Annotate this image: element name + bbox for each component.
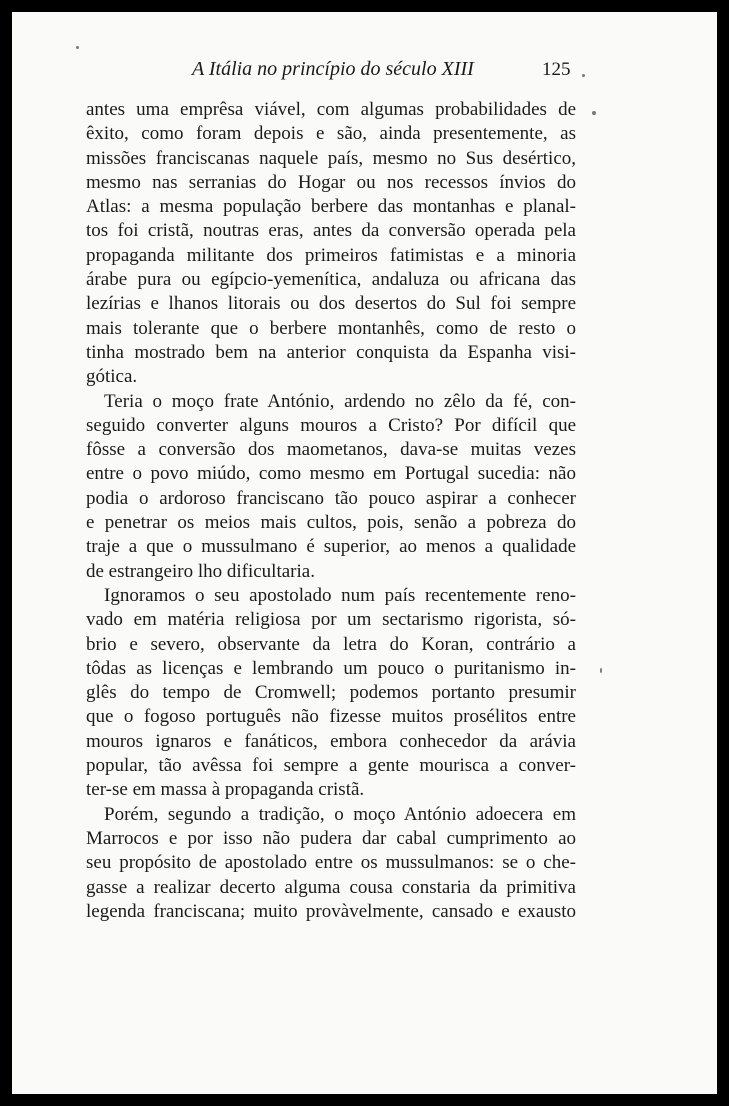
paragraph bbox=[86, 98, 576, 390]
text-line: tos foi cristã, noutras eras, antes da conversão operada pela bbox=[86, 220, 576, 242]
scan-speck bbox=[592, 111, 596, 115]
text-line: mais tolerante que o berbere montanhês, como de resto o bbox=[86, 317, 576, 339]
text-line: ter-se em massa à propaganda cristã. bbox=[86, 779, 365, 801]
text-line: seu propósito de apostolado entre os mussulmanos: se o che- bbox=[86, 852, 576, 874]
text-line: brio e severo, observante da letra do Koran, contrário a bbox=[86, 633, 576, 655]
text-line: fôsse a conversão dos maometanos, dava-se muitas vezes bbox=[86, 439, 576, 461]
scan-speck bbox=[582, 74, 585, 77]
body-text bbox=[86, 98, 576, 924]
text-line: mouros ignaros e fanáticos, embora conhecedor da arávia bbox=[86, 730, 576, 752]
text-line: Ignoramos o seu apostolado num país recentemente reno- bbox=[104, 584, 576, 606]
text-line: legenda franciscana; muito provàvelmente, cansado e exausto bbox=[86, 900, 576, 922]
page-number: 125 bbox=[542, 59, 571, 80]
text-line: propaganda militante dos primeiros fatimistas e a minoria bbox=[86, 244, 576, 266]
text-line: gótica. bbox=[86, 366, 138, 388]
scan-speck bbox=[600, 668, 602, 673]
text-line: antes uma emprêsa viável, com algumas probabilidades de bbox=[86, 99, 576, 120]
text-line: Porém, segundo a tradição, o moço António adoecera em bbox=[104, 803, 576, 825]
text-line: mesmo nas serranias do Hogar ou nos recessos ínvios do bbox=[86, 171, 576, 193]
running-title: A Itália no princípio do século XIII bbox=[192, 58, 474, 80]
text-line: popular, tão avêssa foi sempre a gente mourisca a conver- bbox=[86, 755, 576, 777]
text-line: vado em matéria religiosa por um sectarismo rigorista, só- bbox=[86, 609, 576, 631]
paragraph bbox=[86, 803, 576, 924]
text-line: Marrocos e por isso não pudera dar cabal cumprimento ao bbox=[86, 827, 576, 849]
book-page bbox=[12, 12, 717, 1094]
paragraph bbox=[86, 390, 576, 584]
text-line: traje a que o mussulmano é superior, ao menos a qualidade bbox=[86, 536, 576, 558]
text-line: êxito, como foram depois e são, ainda presentemente, as bbox=[86, 123, 576, 145]
scan-speck bbox=[76, 46, 79, 49]
text-line: entre o povo miúdo, como mesmo em Portugal sucedia: não bbox=[86, 463, 576, 485]
text-line: Atlas: a mesma população berbere das montanhas e planal- bbox=[86, 196, 576, 218]
paragraph bbox=[86, 584, 576, 803]
text-line: e penetrar os meios mais cultos, pois, senão a pobreza do bbox=[86, 512, 576, 534]
text-line: árabe pura ou egípcio-yemenítica, andaluza ou africana das bbox=[86, 269, 576, 291]
text-line: missões franciscanas naquele país, mesmo no Sus desértico, bbox=[86, 147, 576, 169]
text-line: podia o ardoroso franciscano tão pouco aspirar a conhecer bbox=[86, 487, 576, 509]
text-line: de estrangeiro lho dificultaria. bbox=[86, 560, 315, 582]
text-line: gasse a realizar decerto alguma cousa constaria da primitiva bbox=[86, 876, 576, 898]
text-line: lezírias e lhanos litorais ou dos desertos do Sul foi sempre bbox=[86, 293, 576, 315]
text-line: glês do tempo de Cromwell; podemos portanto presumir bbox=[86, 682, 576, 704]
text-line: que o fogoso português não fizesse muitos prosélitos entre bbox=[86, 706, 576, 728]
text-line: tinha mostrado bem na anterior conquista da Espanha visi- bbox=[86, 341, 576, 363]
page-header bbox=[12, 58, 717, 88]
text-line: seguido converter alguns mouros a Cristo? Por difícil que bbox=[86, 414, 576, 436]
text-line: Teria o moço frate António, ardendo no zêlo da fé, con- bbox=[104, 390, 576, 412]
text-line: tôdas as licenças e lembrando um pouco o puritanismo in- bbox=[86, 657, 576, 679]
